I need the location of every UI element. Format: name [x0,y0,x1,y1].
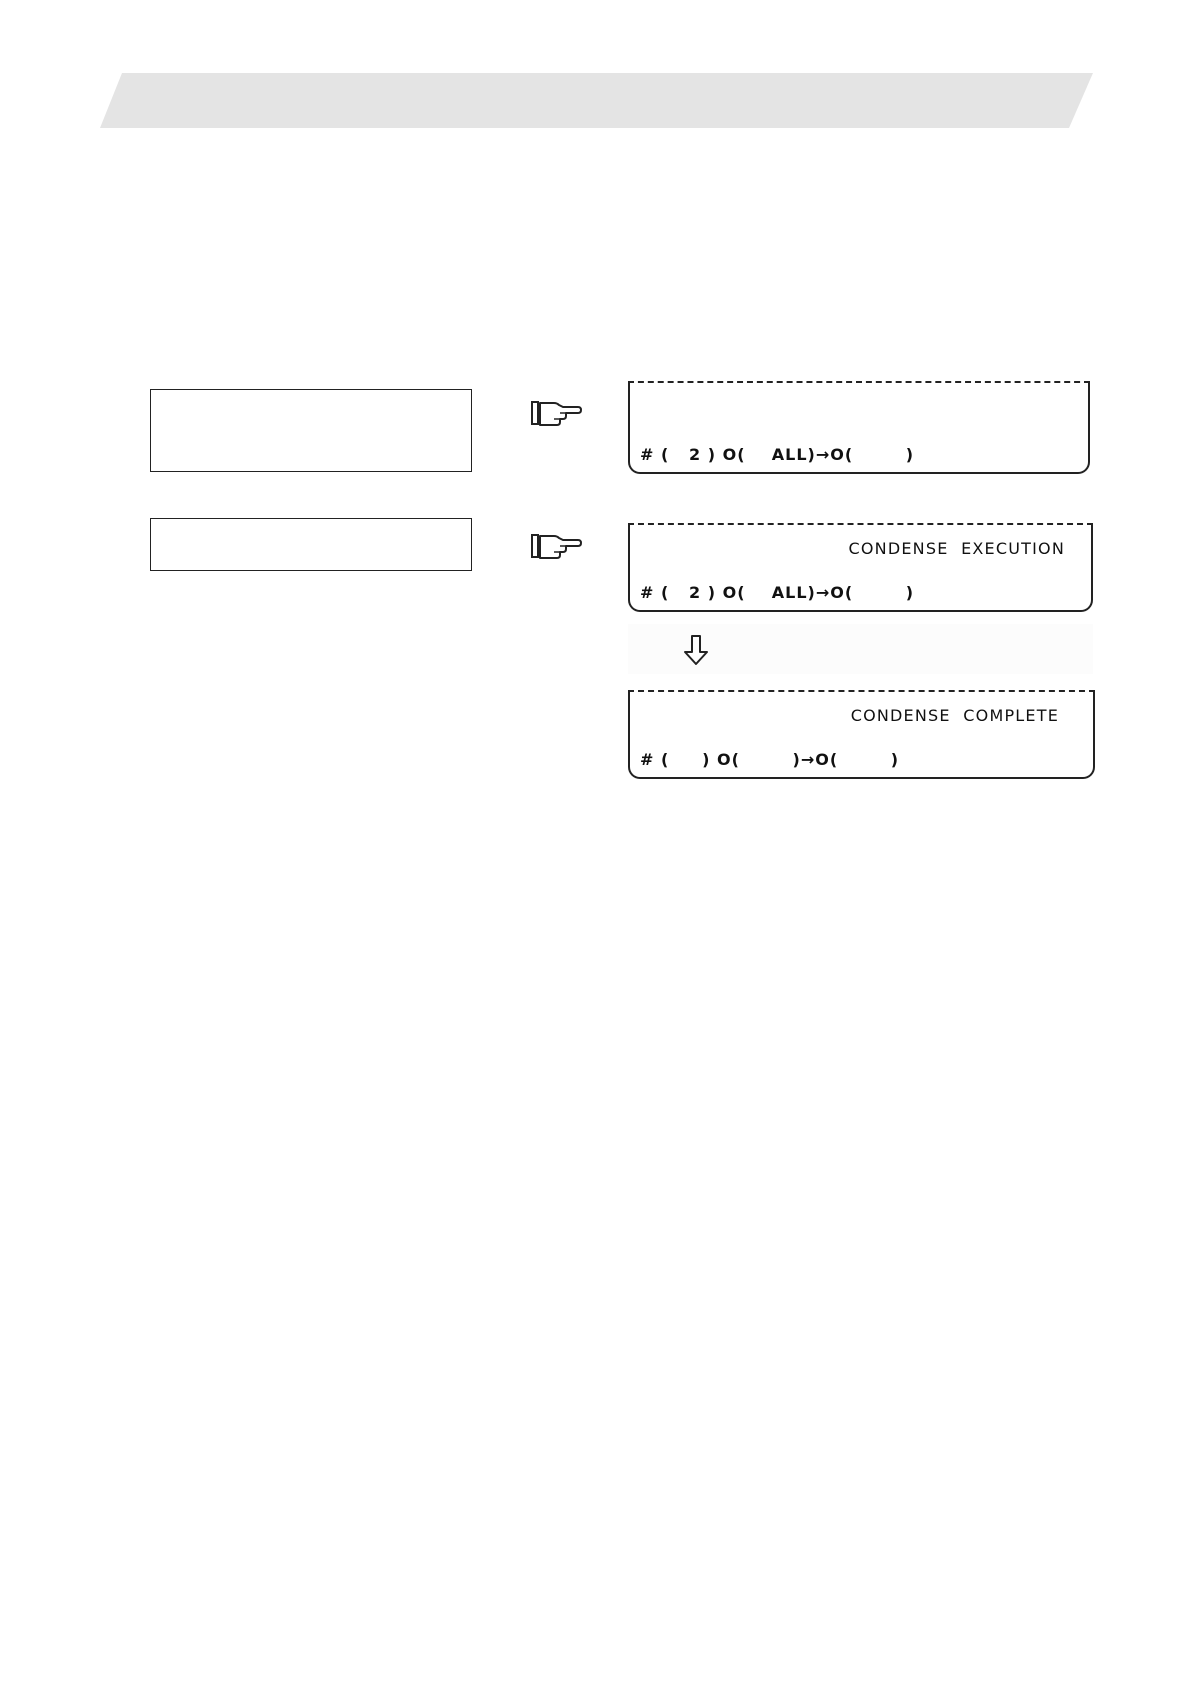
screen-message: CONDENSE EXECUTION [848,539,1065,558]
hand-pointing-right-icon [530,398,582,428]
screen-step-1 [628,381,1090,474]
header-banner [0,0,1190,140]
screen-input-line: # ( 2 ) O( ALL)→O( ) [640,583,915,602]
step-2-key-box [150,518,472,571]
screen-message: CONDENSE COMPLETE [850,706,1059,725]
step-1-key-box [150,389,472,472]
screen-result [628,690,1095,779]
hand-pointing-right-icon [530,531,582,561]
screen-input-line: # ( ) O( )→O( ) [640,750,900,769]
screen-step-2 [628,523,1093,612]
hollow-down-arrow-icon [683,634,709,666]
screen-input-line: # ( 2 ) O( ALL)→O( ) [640,445,915,464]
